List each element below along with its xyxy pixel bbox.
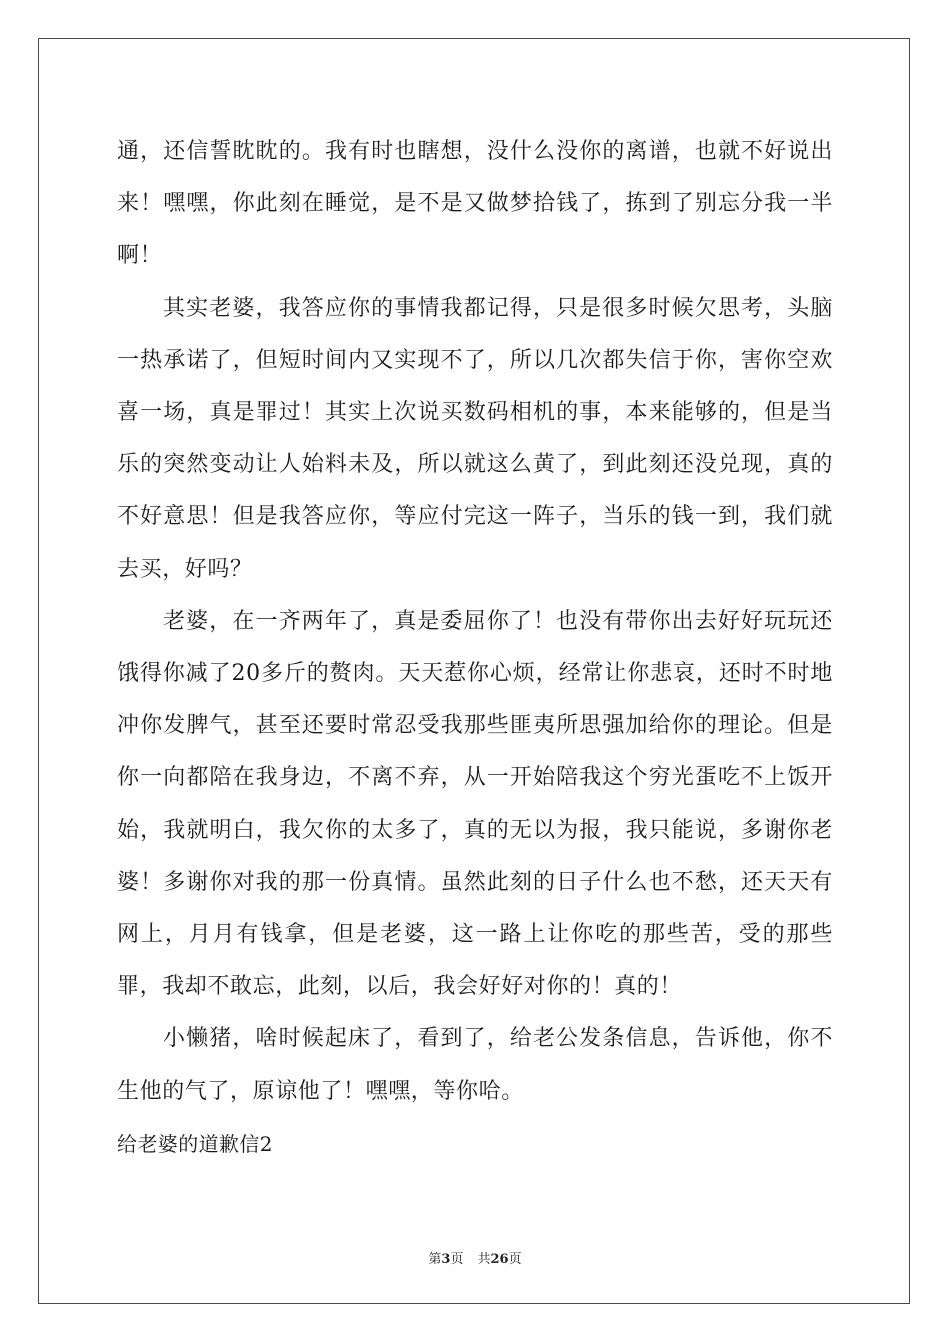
paragraph: 小懒猪，啥时候起床了，看到了，给老公发条信息，告诉他，你不生他的气了，原谅他了！嘿嘿，等你哈。 — [117, 1026, 833, 1104]
total-prefix: 共 — [477, 1252, 491, 1267]
section-heading: 给老婆的道歉信2 — [117, 1131, 273, 1156]
total-suffix: 页 — [508, 1252, 522, 1267]
paragraph: 通，还信誓眈眈的。我有时也瞎想，没什么没你的离谱，也就不好说出来！嘿嘿，你此刻在睡觉，是不是又做梦拾钱了，拣到了别忘分我一半啊！ — [117, 139, 833, 269]
paragraph: 其实老婆，我答应你的事情我都记得，只是很多时候欠思考，头脑一热承诺了，但短时间内又实现不了，所以几次都失信于你，害你空欢喜一场，真是罪过！其实上次说买数码相机的事，本来能够的，但是当乐的突然变动让人始料未及，所以就这么黄了，到此刻还没兑现，真的不好意思！但是我答应你，等应付完这一阵子，当乐的钱一到，我们就去买，好吗？ — [117, 295, 833, 582]
paragraph: 老婆，在一齐两年了，真是委屈你了！也没有带你出去好好玩玩还饿得你减了20多斤的赘肉。天天惹你心烦，经常让你悲哀，还时不时地冲你发脾气，甚至还要时常忍受我那些匪夷所思强加给你的理论。但是你一向都陪在我身边，不离不弃，从一开始陪我这个穷光蛋吃不上饭开始，我就明白，我欠你的太多了，真的无以为报，我只能说，多谢你老婆！多谢你对我的那一份真情。虽然此刻的日子什么也不愁，还天天有网上，月月有钱拿，但是老婆，这一路上让你吃的那些苦，受的那些罪，我却不敢忘，此刻，以后，我会好好对你的！真的！ — [117, 608, 833, 1000]
page-number: 3 — [441, 1252, 451, 1267]
page-suffix: 页 — [450, 1252, 464, 1267]
total-pages: 26 — [490, 1252, 509, 1267]
page-footer — [0, 1248, 950, 1267]
document-body — [117, 126, 833, 1170]
page-prefix: 第 — [428, 1252, 442, 1267]
